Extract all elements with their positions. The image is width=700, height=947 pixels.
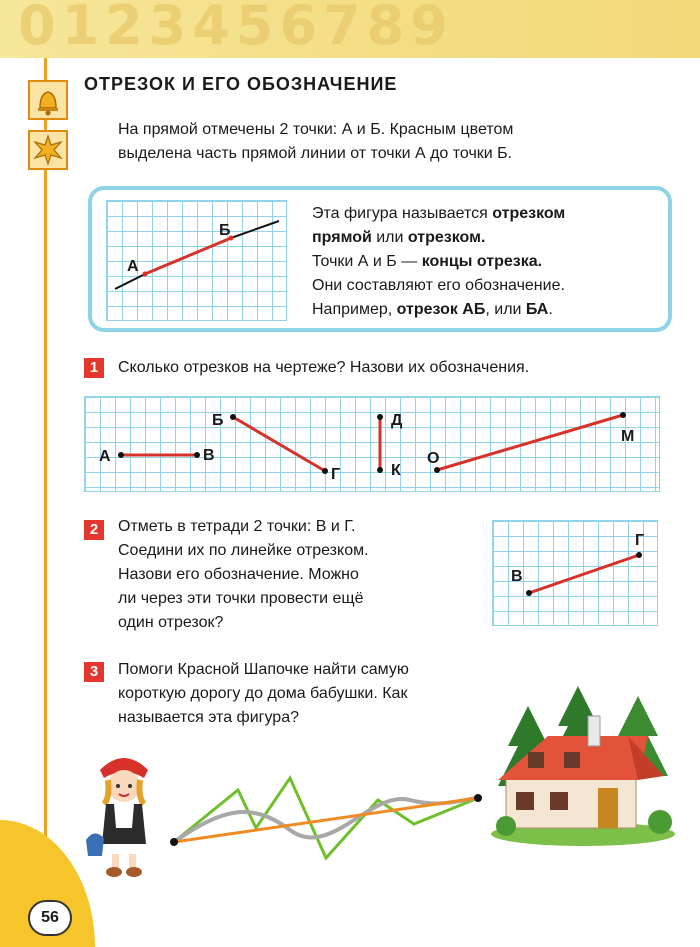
definition-grid xyxy=(106,200,287,321)
task-3-line-1: Помоги Красной Шапочке найти самую xyxy=(118,661,409,678)
point-a-label: А xyxy=(127,258,139,275)
def-line-5 xyxy=(312,298,553,322)
def-l2-c: отрезком xyxy=(407,229,481,246)
task-2-label-g: Г xyxy=(635,532,645,549)
def-line-3 xyxy=(312,250,542,274)
page-title: ОТРЕЗОК И ЕГО ОБОЗНАЧЕНИЕ xyxy=(84,74,398,94)
intro-line-2: выделена часть прямой линии от точки А до точки Б. xyxy=(118,145,513,162)
red-riding-hood-illustration xyxy=(84,748,164,880)
label-b: Б xyxy=(212,412,224,429)
def-l5-c: , или xyxy=(485,301,526,318)
def-l1-a: Эта фигура называется xyxy=(312,205,493,222)
margin-line xyxy=(44,58,47,947)
def-l3-a: Точки А и Б — xyxy=(312,253,422,270)
paths-diagram xyxy=(160,770,490,870)
def-l5-d: БА xyxy=(525,301,549,318)
grandmother-house-illustration xyxy=(488,676,678,846)
bell-icon xyxy=(28,80,68,120)
banner-digits: 0123456789 xyxy=(18,0,454,57)
def-line-4: Они составляют его обозначение. xyxy=(312,277,565,294)
label-g: Г xyxy=(331,466,341,483)
task-2-line-4: ли через эти точки провести ещё xyxy=(118,590,364,607)
def-line-2 xyxy=(312,226,485,250)
task-1-grid xyxy=(84,396,660,492)
task-1-badge: 1 xyxy=(84,358,104,378)
page-number: 56 xyxy=(28,900,72,936)
def-l2-b: или xyxy=(371,229,408,246)
task-2-badge: 2 xyxy=(84,520,104,540)
task-3-line-3: называется эта фигура? xyxy=(118,709,299,726)
label-o: О xyxy=(427,450,440,467)
label-k: К xyxy=(391,462,401,479)
point-b-label: Б xyxy=(219,222,231,239)
def-line-1 xyxy=(312,202,565,226)
label-m: М xyxy=(621,428,635,445)
task-2-grid xyxy=(492,520,658,626)
def-l5-b: отрезок АБ xyxy=(396,301,486,318)
task-2-line-2: Соедини их по линейке отрезком. xyxy=(118,542,369,559)
task-2-line-5: один отрезок? xyxy=(118,614,224,631)
task-3-badge: 3 xyxy=(84,662,104,682)
label-v: В xyxy=(203,447,215,464)
def-l1-b: отрезком xyxy=(492,205,566,222)
star-burst-icon xyxy=(28,130,68,170)
def-l3-b: концы отрезка xyxy=(421,253,538,270)
task-2-line-1: Отметь в тетради 2 точки: В и Г. xyxy=(118,518,356,535)
def-l2-d: . xyxy=(480,229,486,246)
task-2-label-v: В xyxy=(511,568,523,585)
task-3-line-2: короткую дорогу до дома бабушки. Как xyxy=(118,685,408,702)
label-d: Д xyxy=(391,412,403,429)
def-l5-e: . xyxy=(548,301,553,318)
def-l5-a: Например, xyxy=(312,301,397,318)
label-a: А xyxy=(99,448,111,465)
task-2-line-3: Назови его обозначение. Можно xyxy=(118,566,359,583)
task-1-text: Сколько отрезков на чертеже? Назови их обозначения. xyxy=(118,359,530,376)
header-banner xyxy=(0,0,700,58)
intro-line-1: На прямой отмечены 2 точки: А и Б. Красным цветом xyxy=(118,121,514,138)
def-l2-a: прямой xyxy=(312,229,372,246)
def-l3-c: . xyxy=(537,253,543,270)
